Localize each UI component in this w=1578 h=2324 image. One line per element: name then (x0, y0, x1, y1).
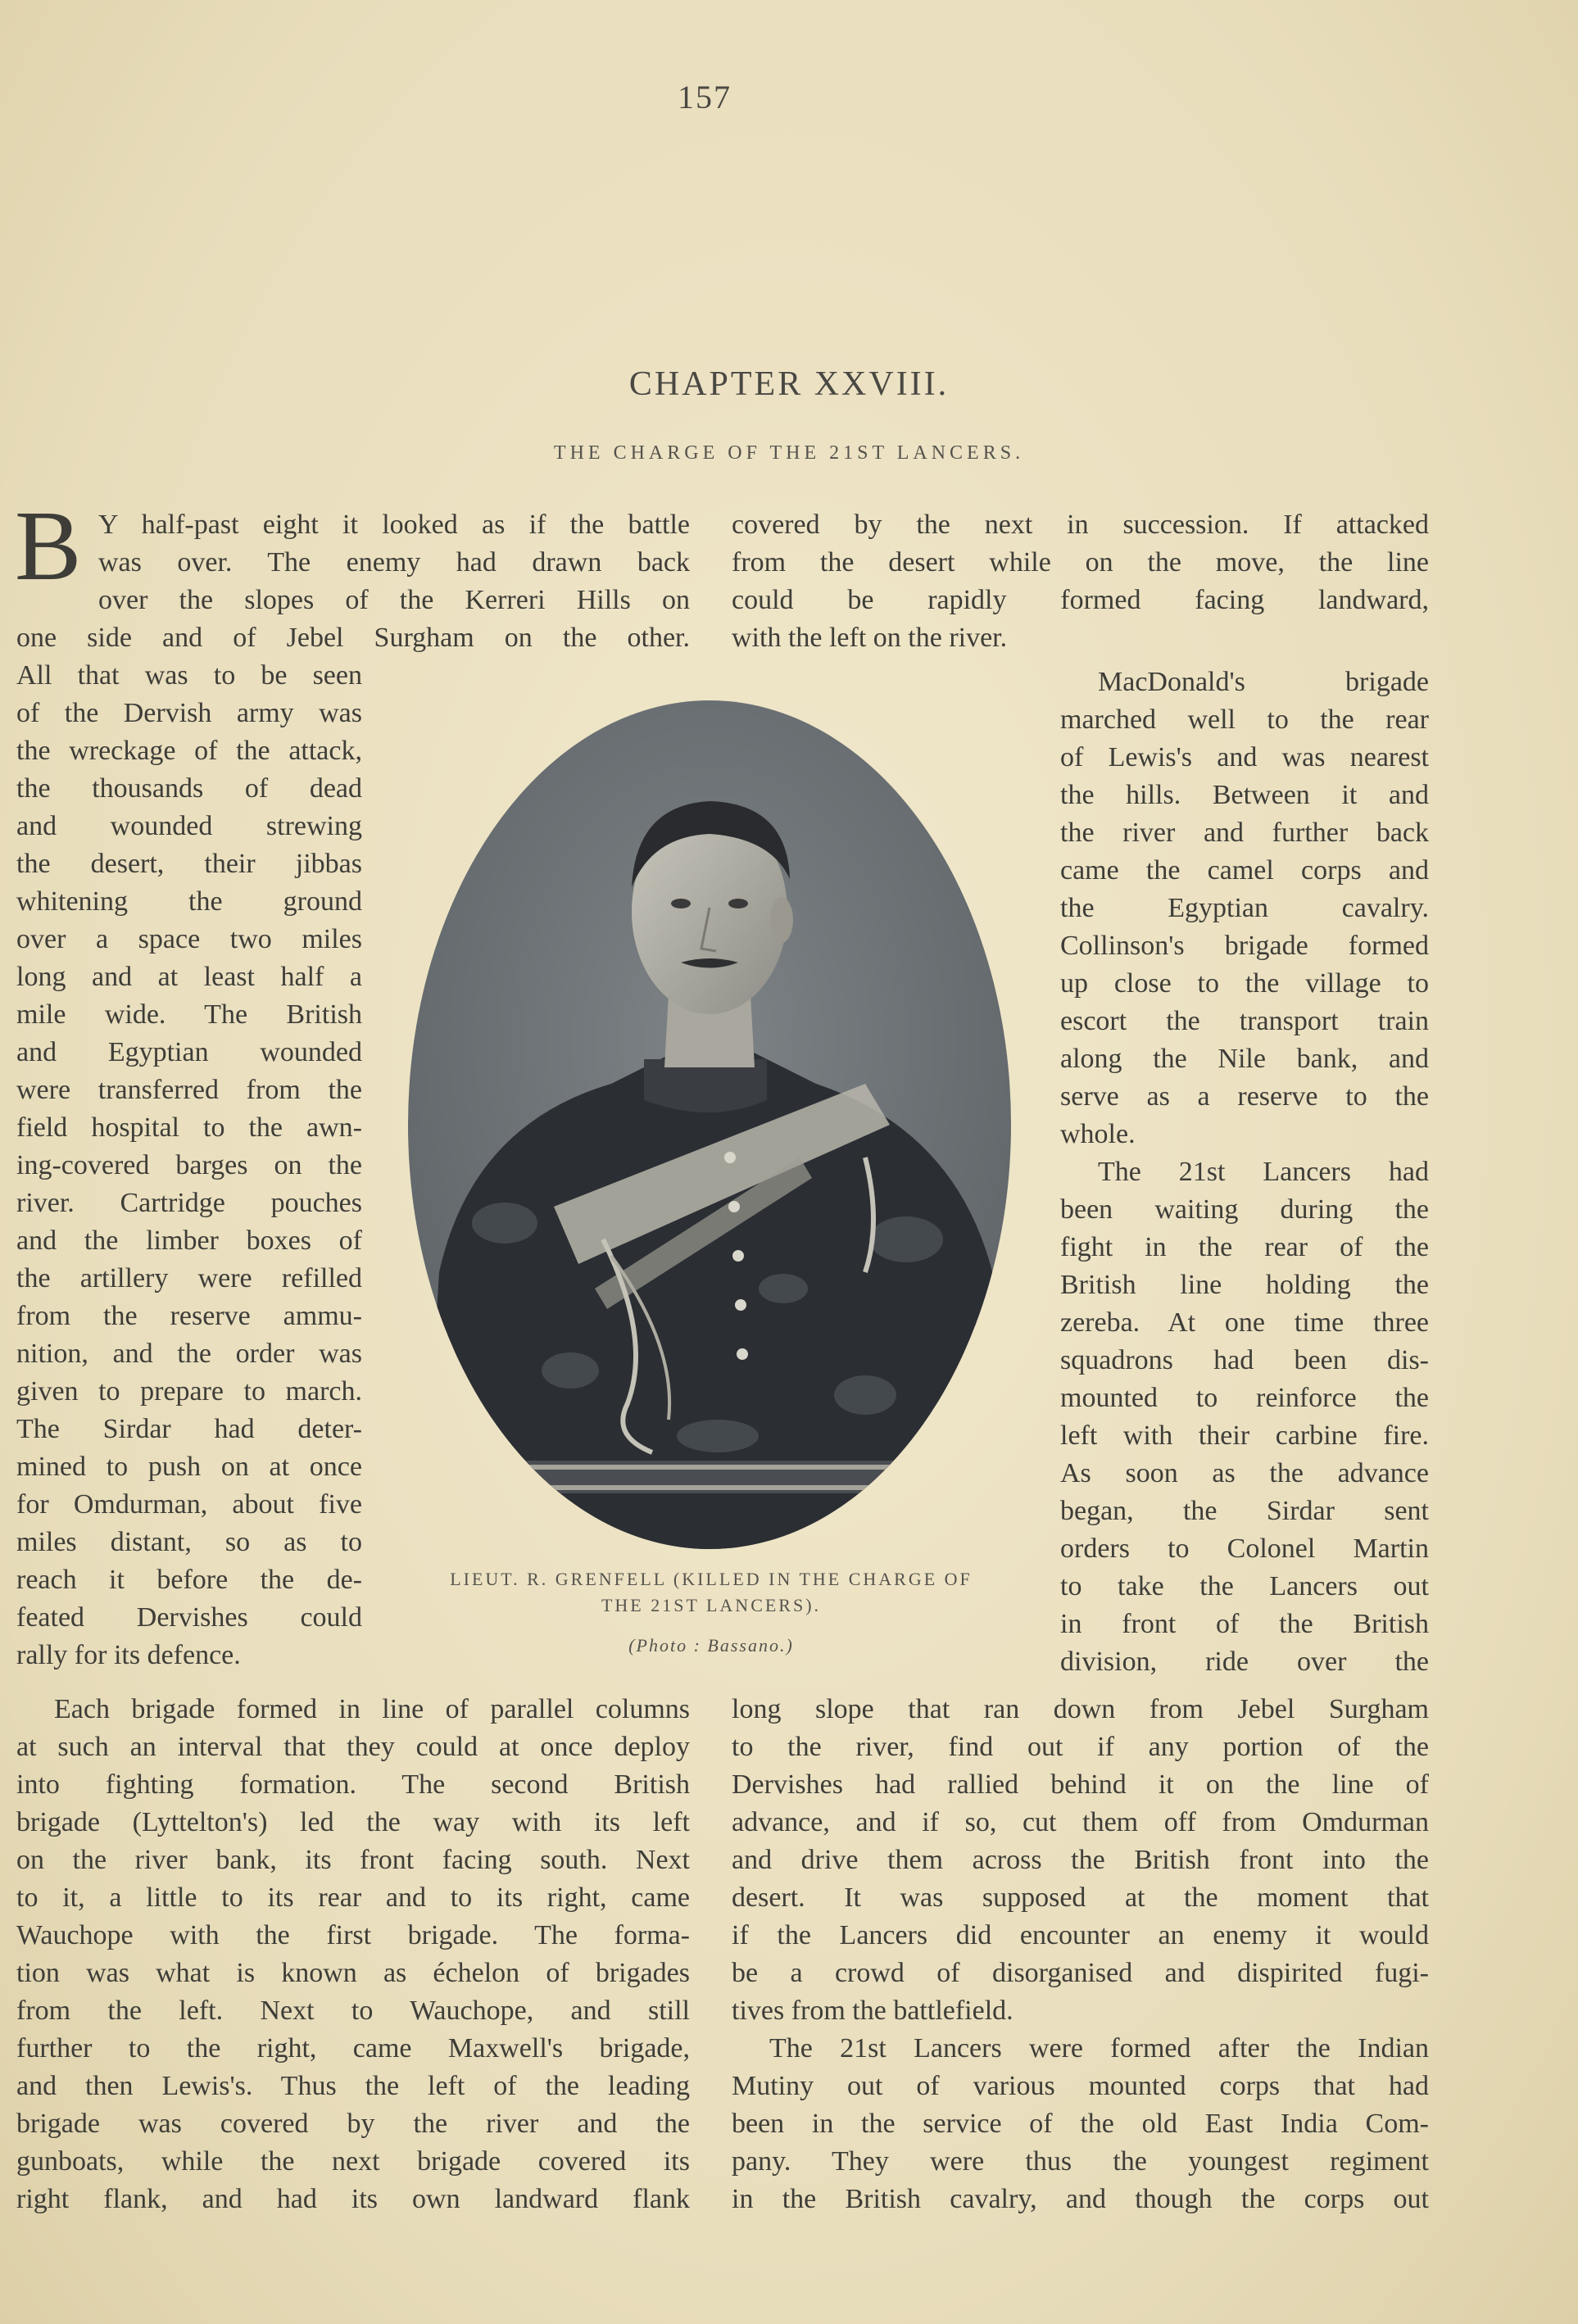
text-line: division, ride over the (1060, 1647, 1429, 1677)
text-line: Each brigade formed in line of parallel columns (54, 1694, 690, 1724)
text-line: marched well to the rear (1060, 704, 1429, 735)
text-line: the Egyptian cavalry. (1060, 893, 1429, 923)
text-line: began, the Sirdar sent (1060, 1496, 1429, 1526)
text-line: to take the Lancers out (1060, 1571, 1429, 1601)
text-line: pany. They were thus the youngest regiment (732, 2146, 1429, 2177)
text-line: escort the transport train (1060, 1006, 1429, 1036)
text-line: advance, and if so, cut them off from Omdurman (732, 1807, 1429, 1837)
text-line: MacDonald's brigade (1098, 667, 1429, 697)
text-line: of the Dervish army was (16, 698, 362, 728)
text-line: on the river bank, its front facing south. Next (16, 1845, 690, 1875)
text-line: zereba. At one time three (1060, 1307, 1429, 1338)
text-line: The Sirdar had deter- (16, 1414, 362, 1444)
text-line: could be rapidly formed facing landward, (732, 585, 1429, 615)
text-line: feated Dervishes could (16, 1602, 362, 1633)
text-line: nition, and the order was (16, 1339, 362, 1369)
text-line: Y half-past eight it looked as if the battle (98, 510, 690, 540)
right-bottom-block (732, 1691, 1429, 2218)
text-line: in front of the British (1060, 1609, 1429, 1639)
text-line: serve as a reserve to the (1060, 1081, 1429, 1112)
text-line: been waiting during the (1060, 1194, 1429, 1225)
text-line: The 21st Lancers had (1098, 1157, 1429, 1187)
text-line: the desert, their jibbas (16, 849, 362, 879)
text-line: into fighting formation. The second British (16, 1769, 690, 1800)
text-line: in the British cavalry, and though the corps out (732, 2184, 1429, 2214)
text-line: the hills. Between it and (1060, 780, 1429, 810)
text-line: the artillery were refilled (16, 1263, 362, 1293)
text-line: desert. It was supposed at the moment that (732, 1882, 1429, 1913)
text-line: The 21st Lancers were formed after the Indian (769, 2033, 1429, 2064)
text-line: whole. (1060, 1119, 1136, 1149)
text-line: whitening the ground (16, 886, 362, 917)
text-line: mined to push on at once (16, 1452, 362, 1482)
text-line: and wounded strewing (16, 811, 362, 841)
text-line: were transferred from the (16, 1075, 362, 1105)
text-line: at such an interval that they could at once deploy (16, 1732, 690, 1762)
text-line: long and at least half a (16, 962, 362, 992)
text-line: if the Lancers did encounter an enemy it would (732, 1920, 1429, 1950)
text-line: with the left on the river. (732, 623, 1008, 653)
chapter-title: CHAPTER XXVIII. (628, 365, 950, 403)
text-line: orders to Colonel Martin (1060, 1533, 1429, 1564)
text-line: right flank, and had its own landward flank (16, 2184, 690, 2214)
text-line: the thousands of dead (16, 773, 362, 804)
text-line: mile wide. The British (16, 999, 362, 1030)
text-line: brigade (Lyttelton's) led the way with its left (16, 1807, 690, 1837)
text-line: long slope that ran down from Jebel Surgham (732, 1694, 1429, 1724)
photo-credit: (Photo : Bassano.) (628, 1635, 794, 1656)
right-narrow-block (1060, 664, 1429, 1681)
text-line: field hospital to the awn- (16, 1112, 362, 1143)
text-line: As soon as the advance (1060, 1458, 1429, 1488)
text-line: and then Lewis's. Thus the left of the leading (16, 2071, 690, 2101)
text-line: rally for its defence. (16, 1640, 241, 1670)
left-top-block (16, 506, 690, 657)
right-top-block (732, 506, 1429, 657)
text-line: reach it before the de- (16, 1565, 362, 1595)
text-line: over the slopes of the Kerreri Hills on (98, 585, 690, 615)
text-line: from the reserve ammu- (16, 1301, 362, 1331)
left-bottom-block (16, 1691, 690, 2218)
chapter-subtitle: THE CHARGE OF THE 21ST LANCERS. (553, 442, 1025, 464)
text-line: over a space two miles (16, 924, 362, 954)
text-line: be a crowd of disorganised and dispirited fugi- (732, 1958, 1429, 1988)
text-line: came the camel corps and (1060, 855, 1429, 886)
text-line: mounted to reinforce the (1060, 1383, 1429, 1413)
drop-cap: B (15, 491, 82, 601)
text-line: river. Cartridge pouches (16, 1188, 362, 1218)
text-line: along the Nile bank, and (1060, 1044, 1429, 1074)
photo-caption (400, 1566, 1023, 1619)
text-line: British line holding the (1060, 1270, 1429, 1300)
text-line: covered by the next in succession. If attacked (732, 510, 1429, 540)
text-line: squadrons had been dis- (1060, 1345, 1429, 1375)
text-line: Dervishes had rallied behind it on the line of (732, 1769, 1429, 1800)
text-line: from the desert while on the move, the line (732, 547, 1429, 578)
text-line: further to the right, came Maxwell's brigade, (16, 2033, 690, 2064)
text-line: up close to the village to (1060, 968, 1429, 999)
text-line: from the left. Next to Wauchope, and still (16, 1996, 690, 2026)
text-line: been in the service of the old East India Com- (732, 2109, 1429, 2139)
text-line: was over. The enemy had drawn back (98, 547, 690, 578)
text-line: to it, a little to its rear and to its right, came (16, 1882, 690, 1913)
text-line: and drive them across the British front into the (732, 1845, 1429, 1875)
text-line: and the limber boxes of (16, 1225, 362, 1256)
text-line: fight in the rear of the (1060, 1232, 1429, 1262)
page-number: 157 (678, 79, 732, 116)
text-line: gunboats, while the next brigade covered its (16, 2146, 690, 2177)
left-narrow-block (16, 657, 362, 1674)
text-line: All that was to be seen (16, 660, 362, 691)
text-line: tives from the battlefield. (732, 1996, 1013, 2026)
text-line: left with their carbine fire. (1060, 1420, 1429, 1451)
text-line: Mutiny out of various mounted corps that had (732, 2071, 1429, 2101)
caption-line-1: LIEUT. R. GRENFELL (KILLED IN THE CHARGE OF (450, 1569, 973, 1589)
text-line: for Omdurman, about five (16, 1489, 362, 1520)
text-line: to the river, find out if any portion of the (732, 1732, 1429, 1762)
text-line: Wauchope with the first brigade. The forma- (16, 1920, 690, 1950)
text-line: miles distant, so as to (16, 1527, 362, 1557)
text-line: of Lewis's and was nearest (1060, 742, 1429, 772)
text-line: given to prepare to march. (16, 1376, 362, 1407)
text-line: one side and of Jebel Surgham on the other. (16, 623, 690, 653)
text-line: the river and further back (1060, 818, 1429, 848)
text-line: brigade was covered by the river and the (16, 2109, 690, 2139)
text-line: and Egyptian wounded (16, 1037, 362, 1067)
portrait-photo (406, 699, 1013, 1551)
text-line: ing-covered barges on the (16, 1150, 362, 1180)
text-line: the wreckage of the attack, (16, 736, 362, 766)
text-line: tion was what is known as échelon of brigades (16, 1958, 690, 1988)
caption-line-2: THE 21ST LANCERS). (601, 1595, 822, 1615)
text-line: Collinson's brigade formed (1060, 931, 1429, 961)
